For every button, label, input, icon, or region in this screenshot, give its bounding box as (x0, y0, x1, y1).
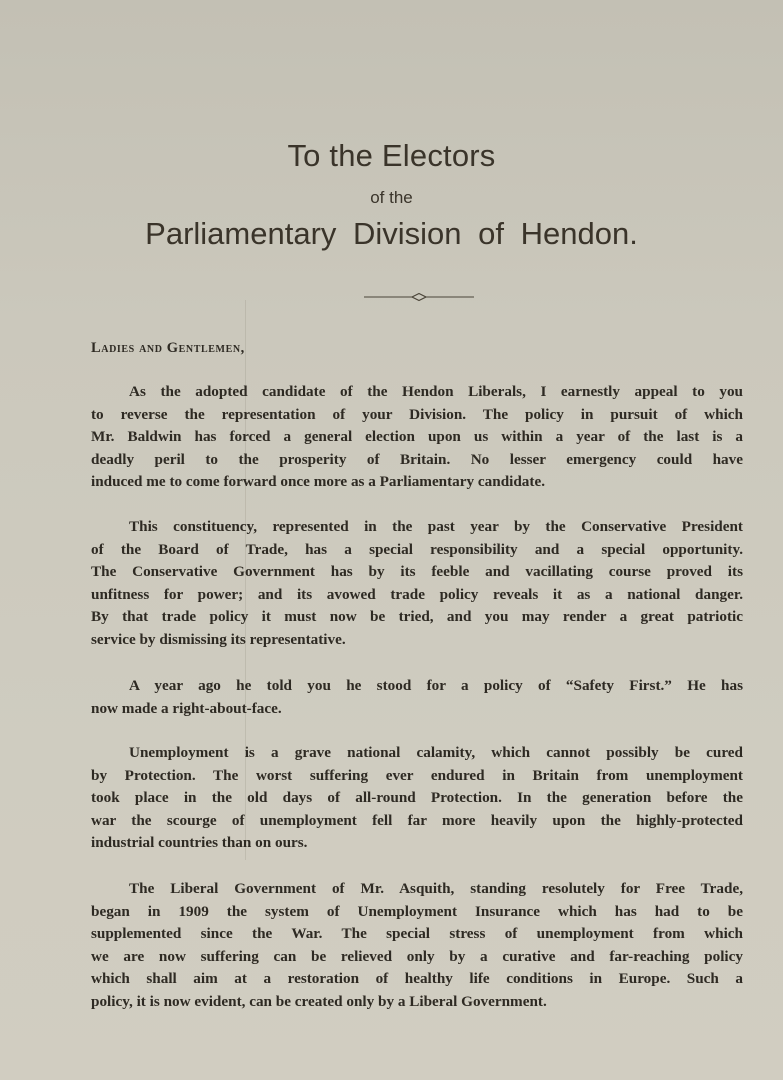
salutation: Ladies and Gentlemen, (91, 340, 245, 356)
paragraph-line: deadly peril to the prosperity of Britain. No lesser emergency could have (91, 450, 743, 468)
paragraph-line: began in 1909 the system of Unemployment Insurance which has had to be (91, 902, 743, 920)
rule-with-diamond-icon (364, 290, 474, 304)
paragraph-line: policy, it is now evident, can be created only by a Liberal Government. (91, 992, 547, 1010)
paragraph-line: to reverse the representation of your Division. The policy in pursuit of which (91, 405, 743, 423)
heading-of-the: of the (370, 188, 413, 207)
heading-to-the-electors: To the Electors (287, 138, 496, 173)
paragraph-liberal-government (91, 878, 743, 1013)
paragraph-line: The Conservative Government has by its feeble and vacillating course proved its (91, 563, 743, 580)
paragraph-line: which shall aim at a restoration of healthy life conditions in Europe. Such a (91, 970, 743, 987)
paragraph-line: As the adopted candidate of the Hendon Liberals, I earnestly appeal to you (129, 383, 743, 400)
paragraph-line: This constituency, represented in the past year by the Conservative President (129, 518, 743, 535)
paragraph-line: Mr. Baldwin has forced a general election upon us within a year of the last is a (91, 428, 743, 445)
paragraph-line: by Protection. The worst suffering ever endured in Britain from unemployment (91, 766, 743, 784)
paragraph-line: Unemployment is a grave national calamity, which cannot possibly be cured (129, 744, 743, 761)
paragraph-line: supplemented since the War. The special stress of unemployment from which (91, 925, 743, 942)
paragraph-line: A year ago he told you he stood for a policy of “Safety First.” He has (129, 677, 743, 694)
paragraph-line: took place in the old days of all-round Protection. In the generation before the (91, 789, 743, 806)
paragraph-line: service by dismissing its representative. (91, 630, 346, 648)
paragraph-line: industrial countries than on ours. (91, 834, 308, 851)
paragraph-line: The Liberal Government of Mr. Asquith, standing resolutely for Free Trade, (129, 880, 743, 897)
heading-parliamentary-division: Parliamentary Division of Hendon. (145, 216, 638, 251)
paragraph-constituency (91, 516, 743, 651)
paragraph-line: we are now suffering can be relieved only by a curative and far-reaching policy (91, 947, 743, 965)
paragraph-safety-first (91, 675, 743, 720)
paragraph-line: unfitness for power; and its avowed trade policy reveals it as a national danger. (91, 585, 743, 603)
paragraph-line: war the scourge of unemployment fell far more heavily upon the highly-protected (91, 811, 743, 829)
paragraph-line: now made a right-about-face. (91, 699, 282, 717)
paragraph-line: induced me to come forward once more as a Parliamentary candidate. (91, 473, 545, 490)
paragraph-line: of the Board of Trade, has a special responsibility and a special opportunity. (91, 540, 743, 558)
paragraph-unemployment (91, 742, 743, 855)
paragraph-appeal (91, 381, 743, 494)
paragraph-line: By that trade policy it must now be tried, and you may render a great patriotic (91, 608, 743, 625)
